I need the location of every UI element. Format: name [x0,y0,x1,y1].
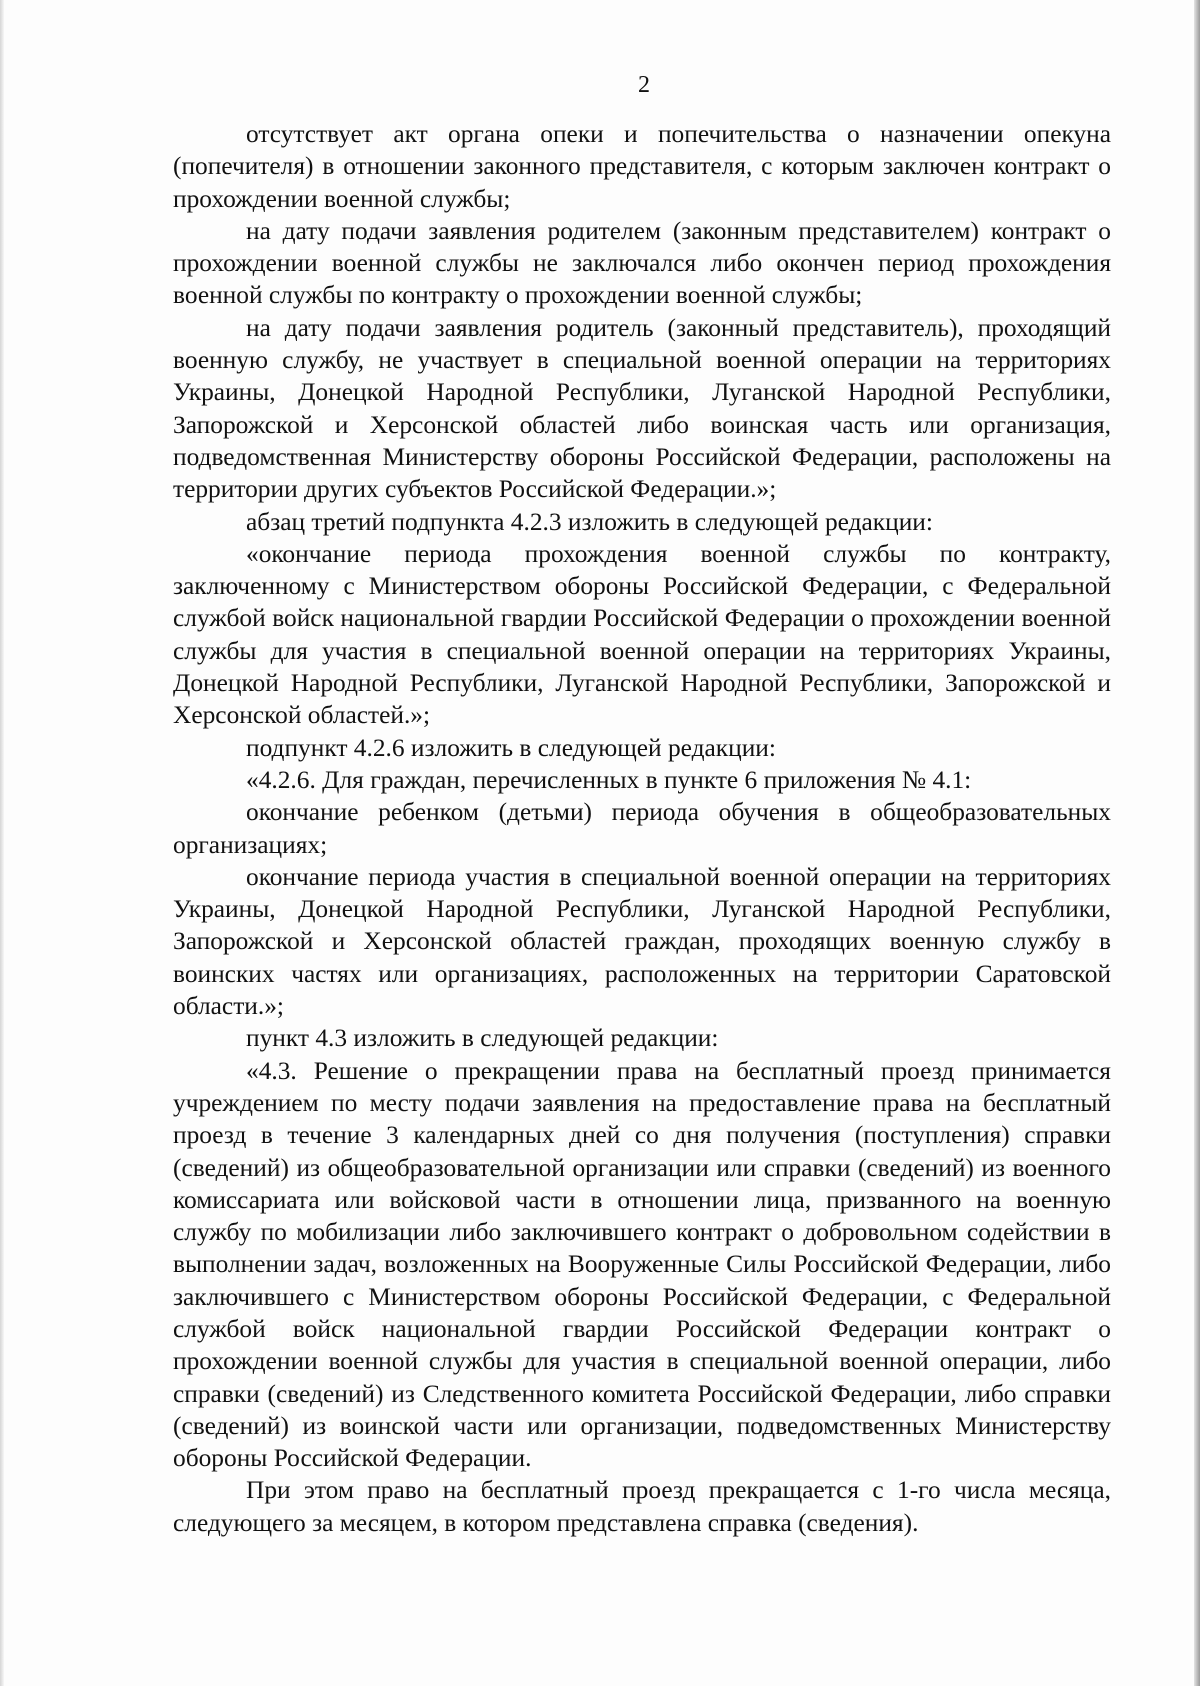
paragraph-guardianship-act: отсутствует акт органа опеки и попечительства о назначении опекуна (попечителя) в отношении законного представителя, с которым заключен контракт о прохождении военной службы; [173,120,1111,213]
paragraph-amend-4-2-3: абзац третий подпункта 4.2.3 изложить в следующей редакции: [246,507,933,536]
scan-edge-right [1194,0,1200,1686]
paragraph-amend-4-2-6: подпункт 4.2.6 изложить в следующей редакции: [246,733,776,762]
paragraph-contract-not-concluded: на дату подачи заявления родителем (законным представителем) контракт о прохождении военной службы не заключался либо окончен период прохождения военной службы по контракту о прохождении военной службы; [173,216,1111,310]
paragraph-amend-4-3: пункт 4.3 изложить в следующей редакции: [246,1024,719,1053]
paragraph-right-terminated: При этом право на бесплатный проезд прекращается с 1-го числа месяца, следующего за месяцем, в котором представлена справка (сведения). [173,1476,1111,1537]
document-body [173,118,1111,1539]
paragraph-4-2-6-heading: «4.2.6. Для граждан, перечисленных в пункте 6 приложения № 4.1: [246,765,972,794]
paragraph-operation-end: окончание периода участия в специальной военной операции на территориях Украины, Донецкой Народной Республики, Луганской Народной Республики, Запорожской и Херсонской областей граждан, проходящих военную службу в воинских частях или организациях, расположенных на территории Саратовской области.»; [173,862,1111,1021]
paragraph-4-3-decision: «4.3. Решение о прекращении права на бесплатный проезд принимается учреждением по месту подачи заявления на предоставление права на бесплатный проезд в течение 3 календарных дней со дня получения (поступления) справки (сведений) из общеобразовательной организации или справки (сведений) из военного комиссариата или войсковой части в отношении лица, призванного на военную службу по мобилизации либо заключившего контракт о добровольном содействии в выполнении задач, возложенных на Вооруженные Силы Российской Федерации, либо заключившего с Министерством обороны Российской Федерации, с Федеральной службой войск национальной гвардии Российской Федерации контракт о прохождении военной службы для участия в специальной военной операции, либо справки (сведений) из Следственного комитета Российской Федерации, либо справки (сведений) из воинской части или организации, подведомственных Министерству обороны Российской Федерации. [173,1056,1111,1473]
paragraph-service-end: «окончание периода прохождения военной службы по контракту, заключенному с Министерством обороны Российской Федерации, с Федеральной службой войск национальной гвардии Российской Федерации о прохождении военной службы для участия в специальной военной операции на территориях Украины, Донецкой Народной Республики, Луганской Народной Республики, Запорожской и Херсонской областей.»; [173,539,1111,730]
scan-edge-left [0,0,4,1686]
paragraph-not-participating: на дату подачи заявления родитель (законный представитель), проходящий военную службу, не участвует в специальной военной операции на территориях Украины, Донецкой Народной Республики, Луганской Народной Республики, Запорожской и Херсонской областей либо воинская часть или организация, подведомственная Министерству обороны Российской Федерации, расположены на территории других субъектов Российской Федерации.»; [173,313,1111,504]
page-number: 2 [638,72,650,98]
paragraph-study-end: окончание ребенком (детьми) периода обучения в общеобразовательных организациях; [173,798,1111,859]
